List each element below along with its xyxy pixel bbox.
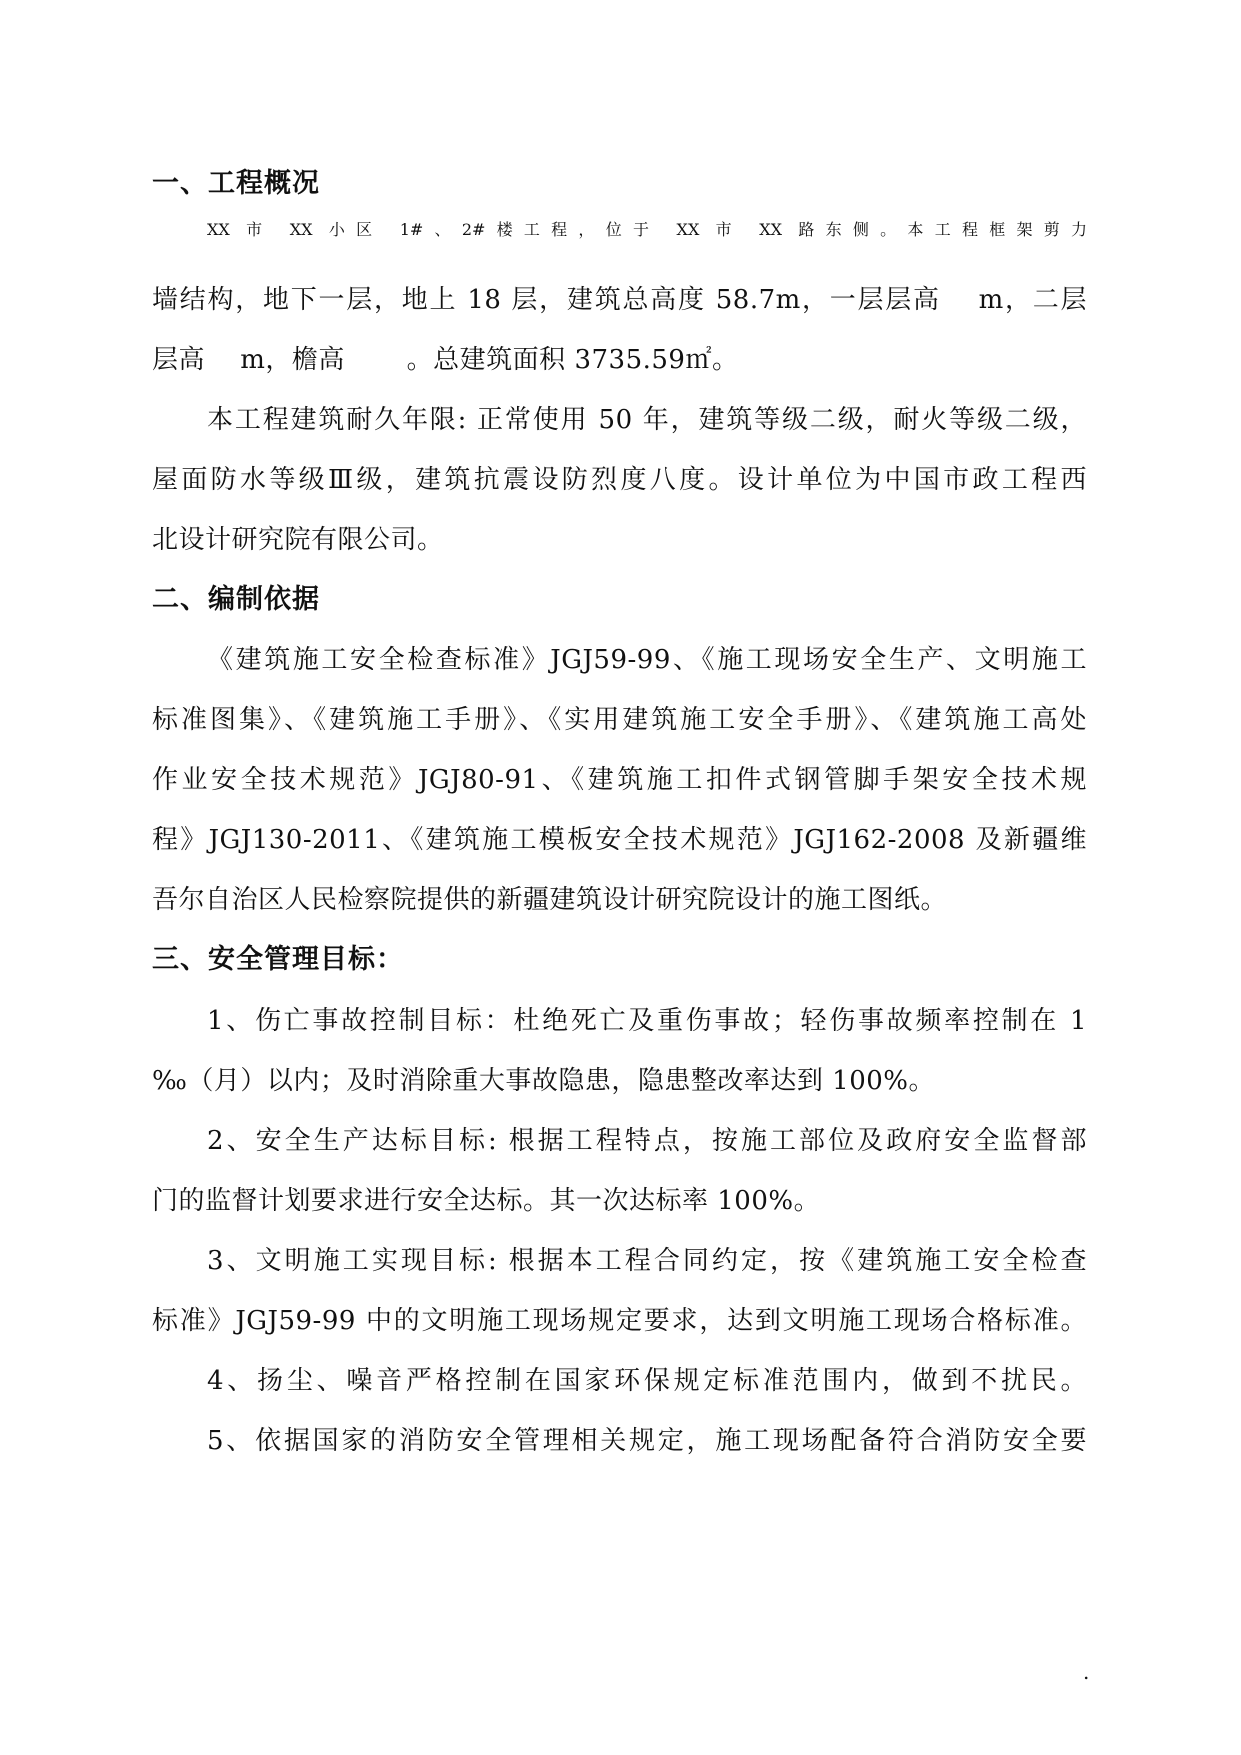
goal-3-line-2	[152, 1301, 1087, 1341]
text-line: 门的监督计划要求进行安全达标。其一次达标率 100%。	[152, 1186, 821, 1216]
text-line: 4、扬尘、噪音严格控制在国家环保规定标准范围内，做到不扰民。	[207, 1366, 1087, 1396]
text-line: 1、伤亡事故控制目标：杜绝死亡及重伤事故；轻伤事故频率控制在 1	[207, 1006, 1087, 1036]
section-safety-goals	[152, 940, 1087, 980]
goal-4-line-1	[152, 1361, 1087, 1401]
goal-3-line-1	[152, 1241, 1087, 1281]
text-line: 本工程建筑耐久年限: 正常使用 50 年，建筑等级二级，耐火等级二级，	[207, 405, 1087, 435]
goal-2-line-2	[152, 1181, 1087, 1221]
section-heading: 一、工程概况	[152, 168, 320, 199]
footer-mark: .	[1083, 1660, 1090, 1684]
section-basis	[152, 580, 1087, 620]
text-line: 吾尔自治区人民检察院提供的新疆建筑设计研究院设计的施工图纸。	[152, 885, 948, 915]
text-line: 5、依据国家的消防安全管理相关规定，施工现场配备符合消防安全要	[207, 1426, 1087, 1456]
goal-5-line-1	[152, 1421, 1087, 1461]
text-line: 层高 m，檐高 。总建筑面积 3735.59㎡。	[152, 345, 739, 375]
text-line: XX 市 XX 小区 1#、2#楼工程，位于 XX 市 XX 路东侧。本工程框架剪力	[207, 220, 1087, 239]
basis-line-5	[152, 880, 1087, 920]
section-heading: 三、安全管理目标：	[152, 944, 404, 975]
overview-line-3	[152, 340, 1087, 380]
goal-1-line-1	[152, 1001, 1087, 1041]
overview-paragraph-2-line-3	[152, 520, 1087, 560]
overview-paragraph-1	[152, 193, 1087, 253]
goal-1-line-2	[152, 1061, 1087, 1101]
goal-2-line-1	[152, 1121, 1087, 1161]
text-line: 屋面防水等级Ⅲ级，建筑抗震设防烈度八度。设计单位为中国市政工程西	[152, 465, 1087, 495]
overview-paragraph-2-line-1	[152, 400, 1087, 440]
text-line: 3、文明施工实现目标: 根据本工程合同约定，按《建筑施工安全检查	[207, 1246, 1087, 1276]
basis-line-1	[152, 640, 1087, 680]
overview-line-2	[152, 280, 1087, 320]
basis-line-4	[152, 820, 1087, 860]
text-line: 标准》JGJ59-99 中的文明施工现场规定要求，达到文明施工现场合格标准。	[152, 1306, 1087, 1336]
text-line: 作业安全技术规范》JGJ80-91、《建筑施工扣件式钢管脚手架安全技术规	[152, 765, 1087, 795]
text-line: 2、安全生产达标目标: 根据工程特点，按施工部位及政府安全监督部	[207, 1126, 1087, 1156]
text-line: ‰（月）以内；及时消除重大事故隐患，隐患整改率达到 100%。	[152, 1066, 935, 1096]
text-line: 程》JGJ130-2011、《建筑施工模板安全技术规范》JGJ162-2008 及新疆维	[152, 825, 1087, 855]
text-line: 墙结构，地下一层，地上 18 层，建筑总高度 58.7m，一层层高 m，二层	[152, 285, 1087, 315]
overview-paragraph-2-line-2	[152, 460, 1087, 500]
text-line: 北设计研究院有限公司。	[152, 525, 444, 555]
section-heading: 二、编制依据	[152, 584, 320, 615]
text-line: 《建筑施工安全检查标准》JGJ59-99、《施工现场安全生产、文明施工	[207, 645, 1087, 675]
basis-line-3	[152, 760, 1087, 800]
text-line: 标准图集》、《建筑施工手册》、《实用建筑施工安全手册》、《建筑施工高处	[152, 705, 1087, 735]
basis-line-2	[152, 700, 1087, 740]
